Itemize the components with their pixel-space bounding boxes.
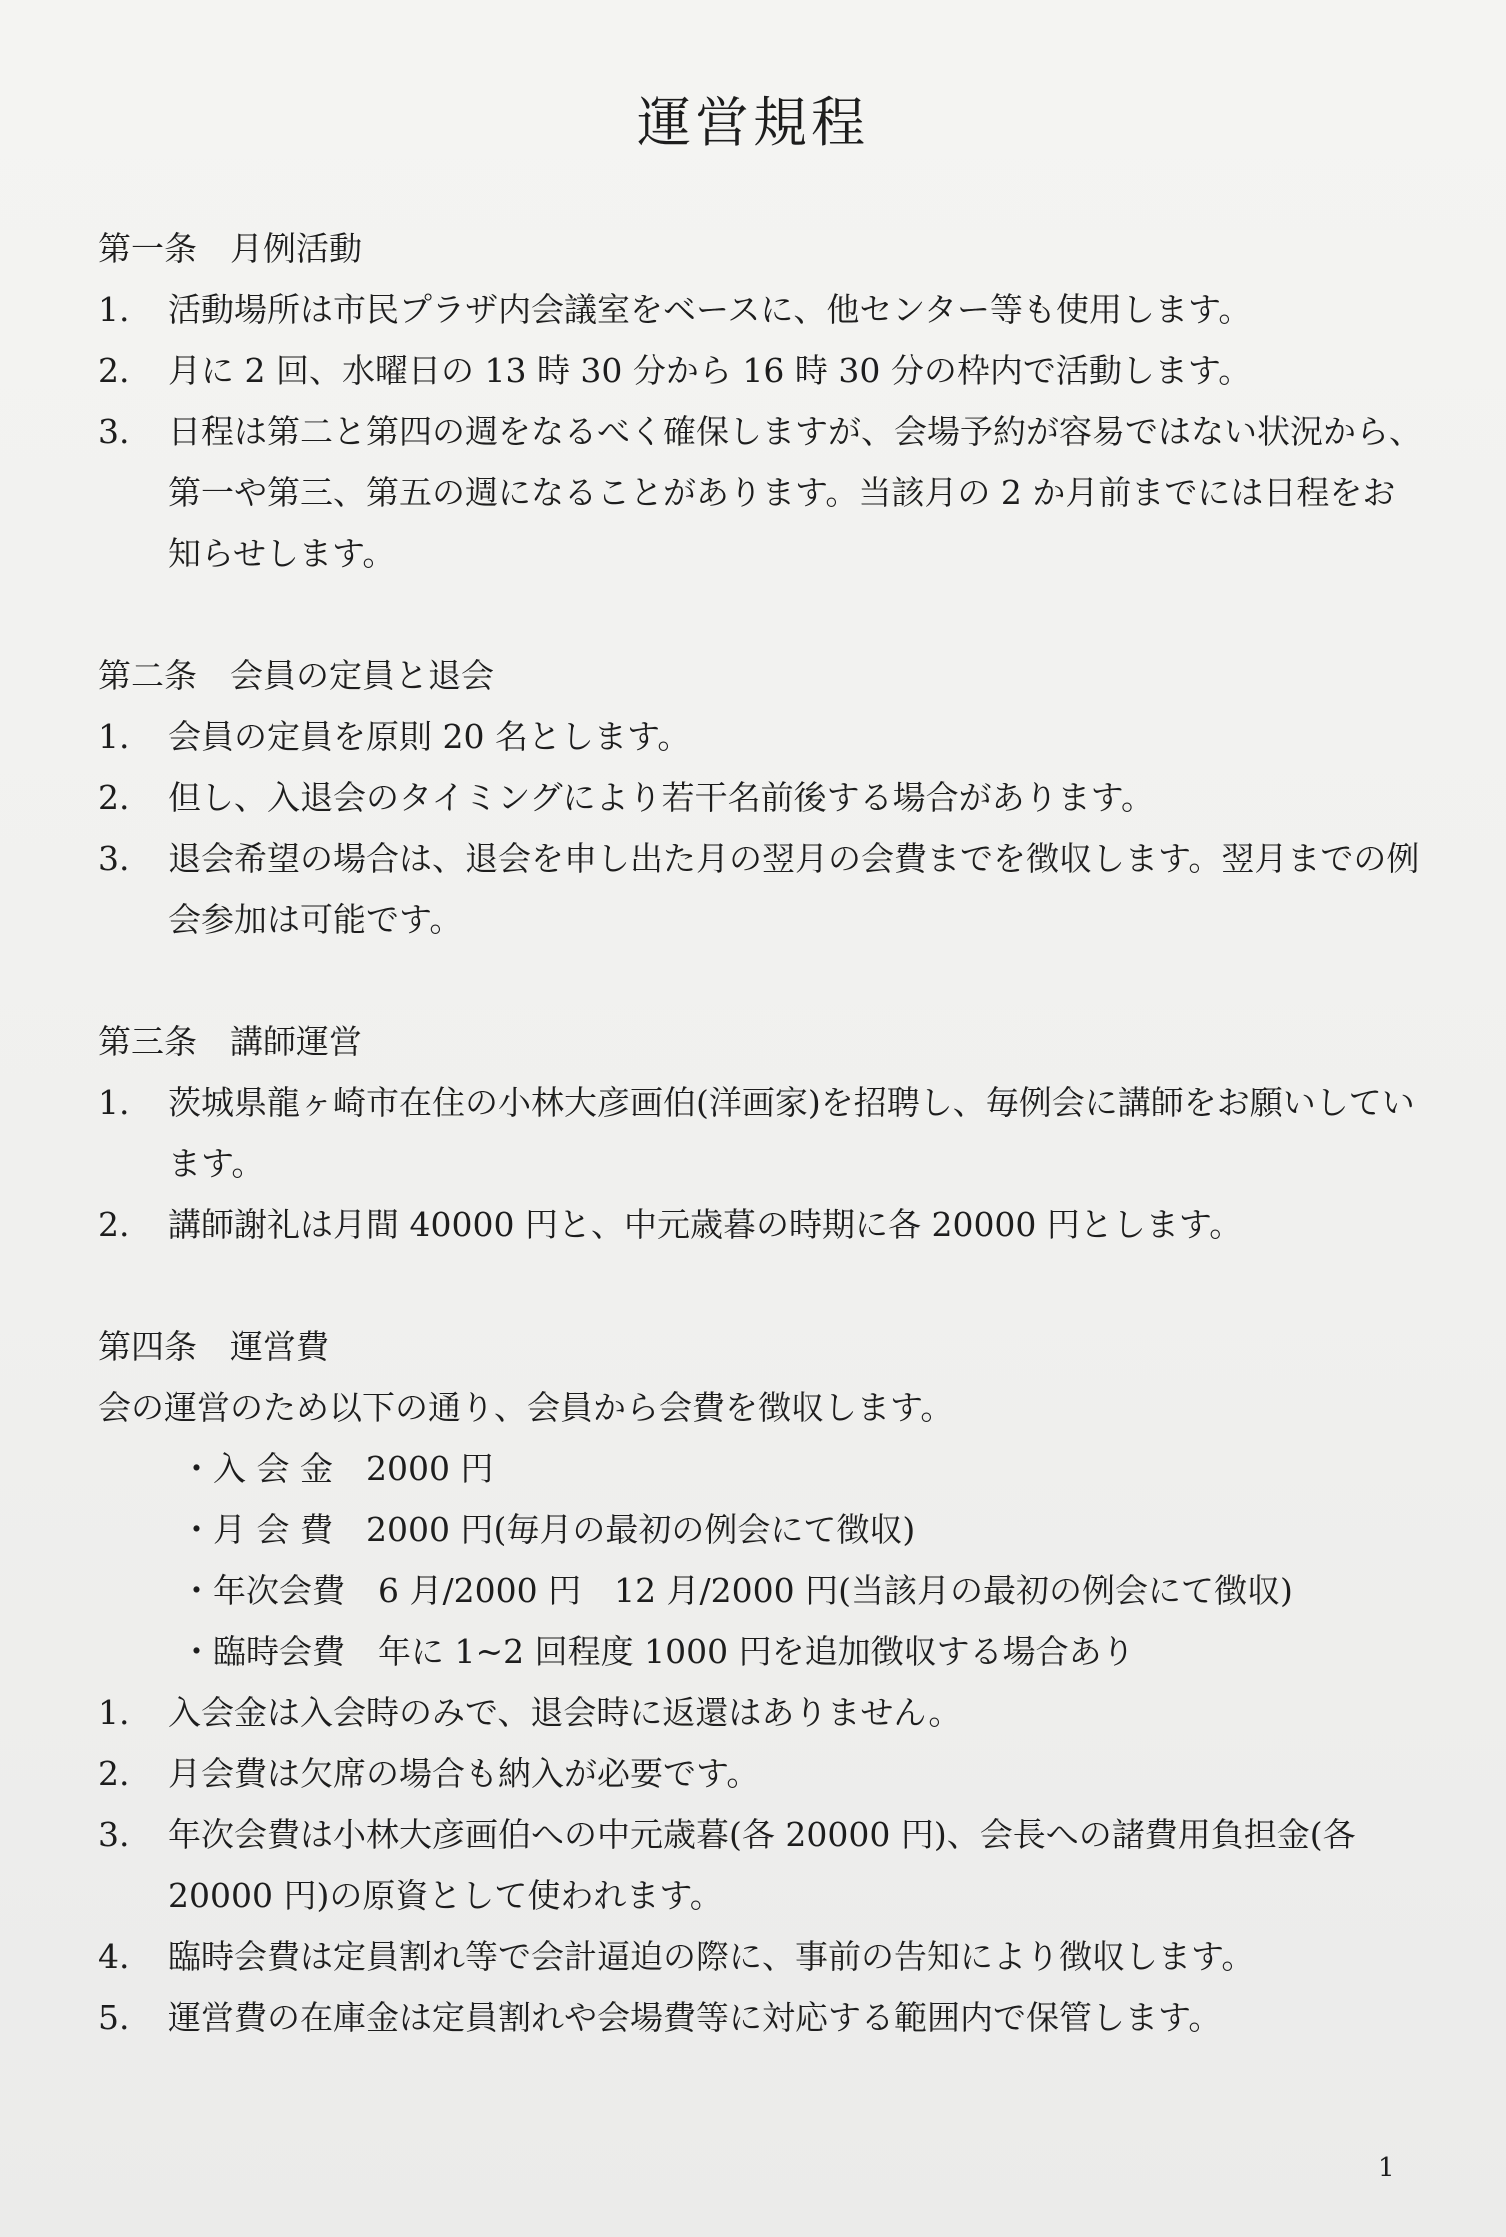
item-text: 但し、入退会のタイミングにより若干名前後する場合があります。 [168, 778, 1155, 817]
document-body [98, 218, 1428, 2048]
item-number: 2. [98, 1754, 130, 1793]
section-membership [98, 645, 1428, 950]
item-number: 2. [98, 351, 130, 390]
section-intro: 会の運営のため以下の通り、会員から会費を徴収します。 [98, 1388, 954, 1427]
section-heading: 第四条 運営費 [98, 1327, 329, 1366]
item-number: 1. [98, 717, 130, 756]
fee-bullet: ・臨時会費 年に 1~2 回程度 1000 円を追加徴収する場合あり [180, 1632, 1135, 1671]
item-number: 1. [98, 1083, 130, 1122]
item-text: 会員の定員を原則 20 名とします。 [168, 717, 691, 756]
item-number: 1. [98, 290, 130, 329]
list-item [98, 401, 1428, 584]
item-number: 5. [98, 1998, 130, 2037]
item-number: 3. [98, 839, 130, 878]
item-text: 月会費は欠席の場合も納入が必要です。 [168, 1754, 760, 1793]
document-title: 運営規程 [637, 91, 869, 154]
item-number: 4. [98, 1937, 130, 1976]
list-item [98, 1682, 1428, 1743]
item-text: 活動場所は市民プラザ内会議室をベースに、他センター等も使用します。 [168, 290, 1252, 329]
fee-bullet: ・年次会費 6 月/2000 円 12 月/2000 円(当該月の最初の例会にて徴収) [180, 1571, 1293, 1610]
list-item [98, 1926, 1428, 1987]
section-monthly-activities [98, 218, 1428, 584]
page-number: 1 [1378, 2153, 1395, 2183]
item-number: 2. [98, 778, 130, 817]
item-number: 3. [98, 412, 130, 451]
section-operating-fees [98, 1316, 1428, 2048]
list-item [98, 1194, 1428, 1255]
section-spacer [98, 950, 1428, 1011]
list-item [98, 706, 1428, 767]
item-text: 退会希望の場合は、退会を申し出た月の翌月の会費までを徴収します。翌月までの例会参加は可能です。 [168, 839, 1420, 939]
item-text: 日程は第二と第四の週をなるべく確保しますが、会場予約が容易ではない状況から、第一や第三、第五の週になることがあります。当該月の 2 か月前までには日程をお知らせします。 [168, 412, 1422, 573]
item-text: 年次会費は小林大彦画伯への中元歳暮(各 20000 円)、会長への諸費用負担金(各 20000 円)の原資として使われます。 [168, 1815, 1356, 1915]
item-number: 2. [98, 1205, 130, 1244]
list-item [98, 1804, 1428, 1926]
item-text: 運営費の在庫金は定員割れや会場費等に対応する範囲内で保管します。 [168, 1998, 1222, 2037]
item-text: 月に 2 回、水曜日の 13 時 30 分から 16 時 30 分の枠内で活動します。 [168, 351, 1252, 390]
list-item [98, 340, 1428, 401]
list-item [98, 767, 1428, 828]
section-heading: 第三条 講師運営 [98, 1022, 362, 1061]
section-heading: 第一条 月例活動 [98, 229, 362, 268]
item-number: 3. [98, 1815, 130, 1854]
item-number: 1. [98, 1693, 130, 1732]
item-text: 講師謝礼は月間 40000 円と、中元歳暮の時期に各 20000 円とします。 [168, 1205, 1243, 1244]
list-item [98, 828, 1428, 950]
section-spacer [98, 1255, 1428, 1316]
section-spacer [98, 584, 1428, 645]
list-item [98, 1072, 1428, 1194]
list-item [98, 1743, 1428, 1804]
fee-bullet: ・入 会 金 2000 円 [180, 1449, 494, 1488]
list-item [98, 1987, 1428, 2048]
fee-bullet: ・月 会 費 2000 円(毎月の最初の例会にて徴収) [180, 1510, 916, 1549]
item-text: 臨時会費は定員割れ等で会計逼迫の際に、事前の告知により徴収します。 [168, 1937, 1255, 1976]
item-text: 茨城県龍ヶ崎市在住の小林大彦画伯(洋画家)を招聘し、毎例会に講師をお願いしています。 [168, 1083, 1415, 1183]
list-item [98, 279, 1428, 340]
section-instructor [98, 1011, 1428, 1255]
item-text: 入会金は入会時のみで、退会時に返還はありません。 [168, 1693, 962, 1732]
section-heading: 第二条 会員の定員と退会 [98, 656, 494, 695]
